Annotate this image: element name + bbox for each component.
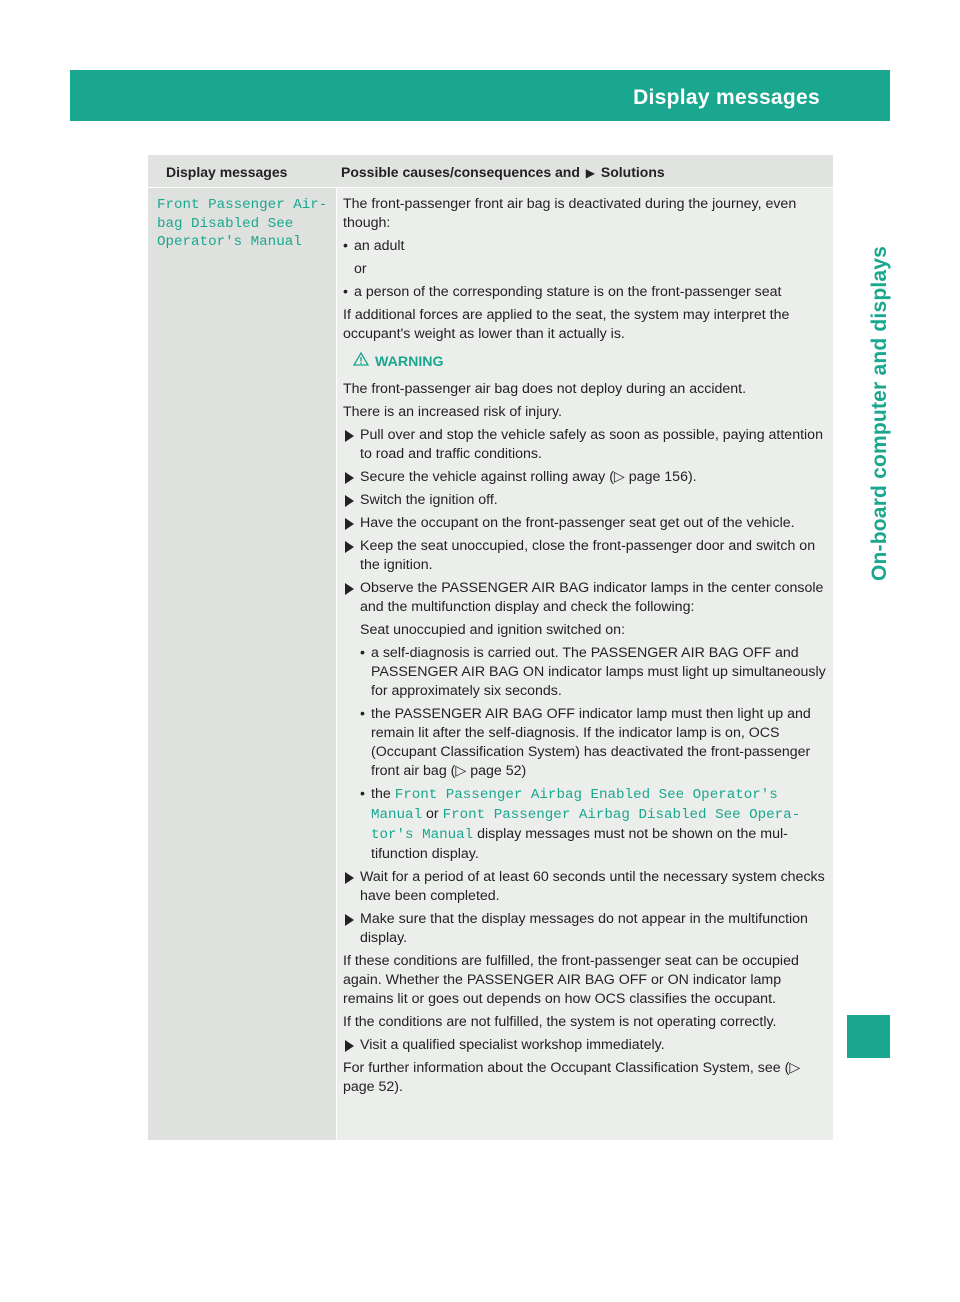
column-header-solutions-text: Solutions xyxy=(600,164,665,180)
warning-label: WARNING xyxy=(375,354,444,370)
step-item: Keep the seat unoccupied, close the front-passenger door and switch on the ignition. xyxy=(343,537,827,575)
table-cell-solutions xyxy=(337,188,833,1140)
display-message-text: Front Passenger Air‐ bag Disabled See Operator's Manual xyxy=(157,197,328,250)
step-item: Pull over and stop the vehicle safely as soon as possible, paying attention to road and traffic conditions. xyxy=(343,426,827,464)
list-item: • a person of the corresponding stature is on the front-passenger seat xyxy=(343,283,827,302)
sub3-rest: display messages must not be shown on the multifunction display. xyxy=(371,826,788,862)
conditions-fulfilled-text: If these conditions are fulfilled, the front-passenger seat can be occupied again. Whether the PASSENGER AIR BAG OFF or ON indicator lamp remains lit or goes out depends on how OCS classifies the occupant. xyxy=(343,953,799,1007)
side-tab xyxy=(847,121,890,601)
conditions-not-fulfilled-text: If the conditions are not fulfilled, the system is not operating correctly. xyxy=(343,1014,777,1030)
list-item: • the PASSENGER AIR BAG OFF indicator lamp must then light up and remain lit after the self-diagnosis. If the indicator lamp is on, OCS (Occupant Classification System) has deactivated the front-passenger front air bag (▷ page 52) xyxy=(343,705,827,781)
header-divider xyxy=(902,70,904,121)
additional-forces-text: If additional forces are applied to the seat, the system may interpret the occupant's weight as lower than it actually is. xyxy=(343,307,790,342)
display-messages-table xyxy=(148,155,833,1140)
intro-text: The front-passenger front air bag is deactivated during the journey, even though: xyxy=(343,196,797,231)
seat-unoccupied-text: Seat unoccupied and ignition switched on: xyxy=(360,622,626,638)
step-item: Wait for a period of at least 60 seconds until the necessary system checks have been completed. xyxy=(343,868,827,906)
solutions-content xyxy=(343,195,827,1101)
list-item: • a self-diagnosis is carried out. The PASSENGER AIR BAG OFF and PASSENGER AIR BAG ON indicator lamps must light up simultaneously for approximately six seconds. xyxy=(343,644,827,701)
sub3-or: or xyxy=(426,806,439,822)
page-title: Display messages xyxy=(633,86,820,109)
message-reference: Front Passenger Airbag Disabled See Opera‐tor's Manual xyxy=(371,807,801,843)
step-item: Visit a qualified specialist workshop immediately. xyxy=(343,1036,827,1055)
warning-text-1: The front-passenger air bag does not deploy during an accident. xyxy=(343,381,747,397)
step-item: Make sure that the display messages do not appear in the multifunction display. xyxy=(343,910,827,948)
header-bar xyxy=(70,70,943,121)
column-header-causes-text: Possible causes/consequences and xyxy=(341,164,580,180)
table-header-row xyxy=(148,155,833,187)
warning-triangle-icon xyxy=(353,352,369,372)
column-header-messages: Display messages xyxy=(166,164,288,180)
step-item: Have the occupant on the front-passenger seat get out of the vehicle. xyxy=(343,514,827,533)
step-item: Switch the ignition off. xyxy=(343,491,827,510)
section-marker xyxy=(847,1015,890,1058)
sub3-the: the xyxy=(371,786,391,802)
step-item: Secure the vehicle against rolling away (▷ page 156). xyxy=(343,468,827,487)
message-reference: Front Passenger Airbag Enabled See Operator's Manual xyxy=(371,787,778,823)
step-item: Observe the PASSENGER AIR BAG indicator lamps in the center console and the multifunction display and check the following: xyxy=(343,579,827,617)
column-header-causes xyxy=(341,164,665,180)
side-tab-label: On-board computer and displays xyxy=(868,245,891,581)
or-text: or xyxy=(354,261,367,277)
list-item: • an adult xyxy=(343,237,827,256)
further-info-text: For further information about the Occupant Classification System, see (▷ page 52). xyxy=(343,1060,801,1095)
page-number: 253 xyxy=(914,88,943,107)
arrow-right-icon: ▶ xyxy=(585,166,596,180)
list-item xyxy=(343,785,827,864)
table-cell-message xyxy=(148,188,336,1140)
warning-text-2: There is an increased risk of injury. xyxy=(343,404,562,420)
warning-heading xyxy=(343,352,827,372)
